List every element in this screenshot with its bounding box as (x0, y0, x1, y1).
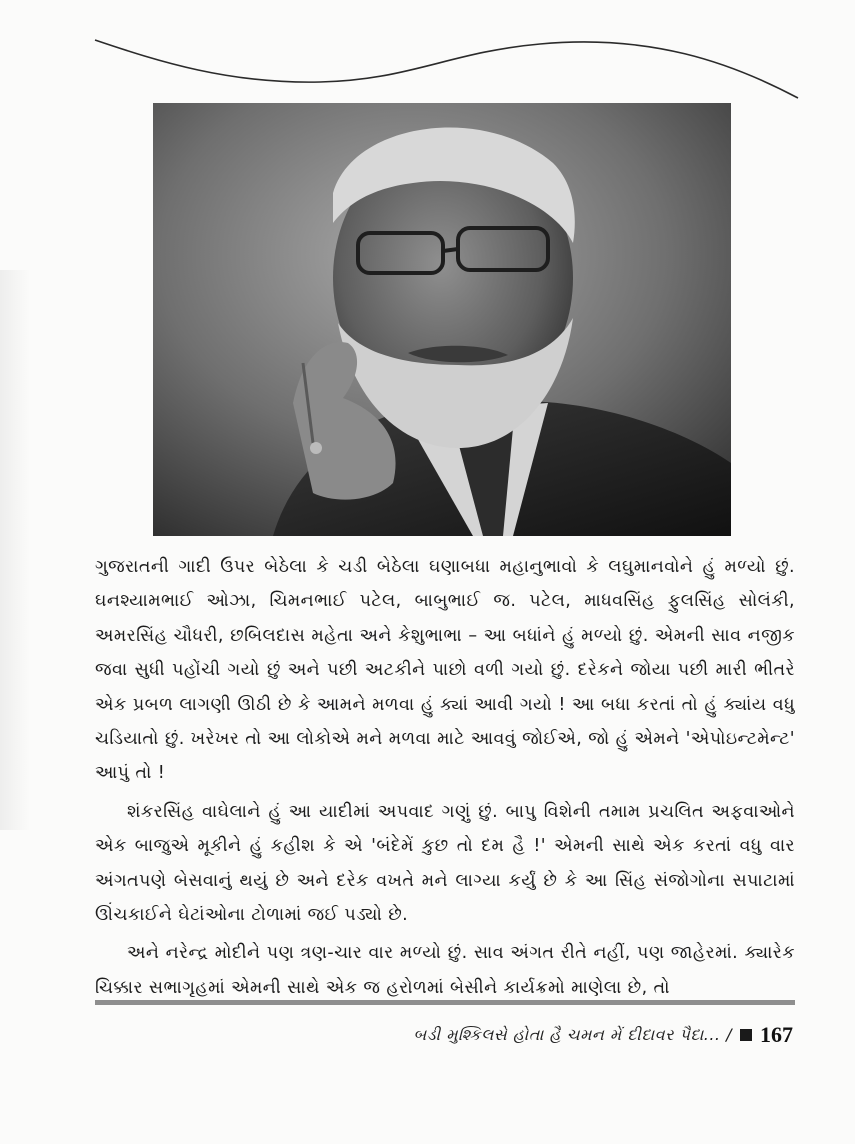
footer-rule (95, 1000, 795, 1005)
page-edge-shadow (0, 270, 30, 830)
page-number: 167 (760, 1022, 793, 1047)
decorative-wave-line (90, 22, 810, 102)
portrait-photo (153, 103, 731, 536)
page-footer (413, 1022, 793, 1048)
paragraph-2: શંકરસિંહ વાઘેલાને હું આ યાદીમાં અપવાદ ગણું છું. બાપુ વિશેની તમામ પ્રચલિત અફવાઓને એક બાજુએ મૂકીને હું કહીશ કે એ 'બંદેમેં કુછ તો દમ હૈ !' એમની સાથે એક કરતાં વધુ વાર અંગતપણે બેસવાનું થયું છે અને દરેક વખતે મને લાગ્યા કર્યું છે કે આ સિંહ સંજોગોના સપાટામાં ઊંચકાઈને ઘેટાંઓના ટોળામાં જઈ પડ્યો છે. (95, 801, 795, 926)
paragraph-3: અને નરેન્દ્ર મોદીને પણ ત્રણ-ચાર વાર મળ્યો છું. સાવ અંગત રીતે નહીં, પણ જાહેરમાં. ક્યારેક ચિક્કાર સભાગૃહમાં એમની સાથે એક જ હરોળમાં બેસીને કાર્યક્રમો માણેલા છે, તો (95, 943, 795, 998)
paragraph-1: ગુજરાતની ગાદી ઉપર બેઠેલા કે ચડી બેઠેલા ઘણાબધા મહાનુભાવો કે લઘુમાનવોને હું મળ્યો છું. ઘનશ્યામભાઈ ઓઝા, ચિમનભાઈ પટેલ, બાબુભાઈ જ. પટેલ, માધવસિંહ ફુલસિંહ સોલંકી, અમરસિંહ ચૌધરી, છબિલદાસ મહેતા અને કેશુભાભા – આ બધાંને હું મળ્યો છું. એમની સાવ નજીક જવા સુધી પહોંચી ગયો છું અને પછી અટકીને પાછો વળી ગયો છું. દરેકને જોયા પછી મારી ભીતરે એક પ્રબળ લાગણી ઊઠી છે કે આમને મળવા હું ક્યાં આવી ગયો ! આ બધા કરતાં તો હું ક્યાંય વધુ ચડિયાતો છું. ખરેખર તો આ લોકોએ મને મળવા માટે આવવું જોઈએ, જો હું એમને 'એપોઇન્ટમેન્ટ' આપું તો ! (95, 557, 795, 784)
article-body (95, 550, 795, 1005)
running-title: બડી મુશ્કિલસે હોતા હૈ ચમન મેં દીદાવર પૈદા... / (413, 1025, 732, 1044)
square-bullet-icon (740, 1029, 752, 1041)
